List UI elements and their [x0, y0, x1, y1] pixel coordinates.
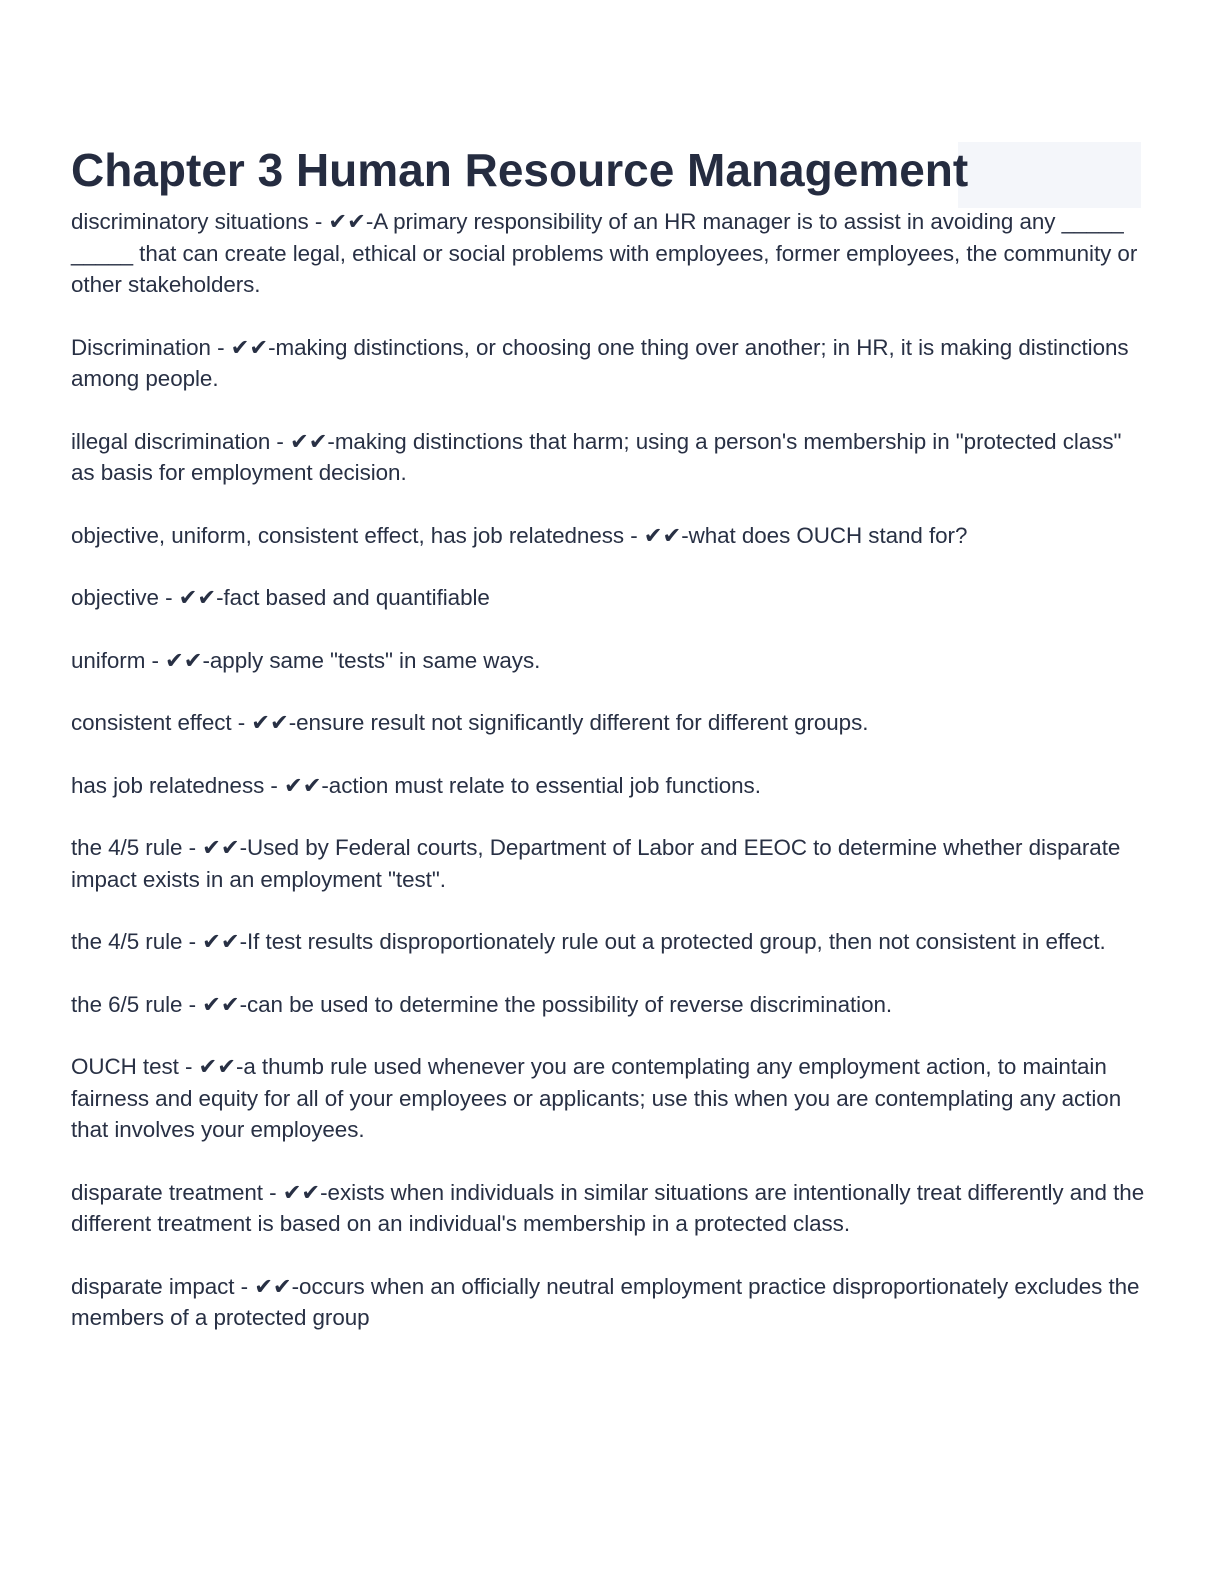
- flashcard-entry: disparate impact - ✔✔-occurs when an officially neutral employment practice disproportionately excludes the members of a protected group: [71, 1273, 1140, 1330]
- flashcard-entry: illegal discrimination - ✔✔-making distinctions that harm; using a person's membership in "protected class" as basis for employment decision.: [71, 428, 1122, 485]
- title-highlight-band: [958, 142, 1141, 208]
- flashcard-entry: disparate treatment - ✔✔-exists when individuals in similar situations are intentionally treat differently and the different treatment is based on an individual's membership in a protected class.: [71, 1179, 1145, 1236]
- flashcard-list: [71, 206, 1146, 1334]
- flashcard-entry: objective, uniform, consistent effect, has job relatedness - ✔✔-what does OUCH stand for?: [71, 522, 968, 548]
- flashcard-entry: OUCH test - ✔✔-a thumb rule used whenever you are contemplating any employment action, to maintain fairness and equity for all of your employees or applicants; use this when you are contemplating any action that involves your employees.: [71, 1054, 1122, 1142]
- flashcard-entry: the 6/5 rule - ✔✔-can be used to determine the possibility of reverse discrimination.: [71, 991, 893, 1017]
- flashcard-entry: the 4/5 rule - ✔✔-If test results disproportionately rule out a protected group, then not consistent in effect.: [71, 929, 1106, 954]
- flashcard-entry: discriminatory situations - ✔✔-A primary responsibility of an HR manager is to assist in avoiding any _____ _____ that can create legal, ethical or social problems with employees, former employees, the community or other stakeholders.: [71, 209, 1138, 297]
- flashcard-entry: the 4/5 rule - ✔✔-Used by Federal courts, Department of Labor and EEOC to determine whether disparate impact exists in an employment "test".: [71, 835, 1121, 892]
- flashcard-entry: has job relatedness - ✔✔-action must relate to essential job functions.: [71, 772, 761, 798]
- flashcard-entry: consistent effect - ✔✔-ensure result not significantly different for different groups.: [71, 710, 869, 735]
- flashcard-entry: objective - ✔✔-fact based and quantifiable: [71, 585, 490, 610]
- flashcard-entry: Discrimination - ✔✔-making distinctions, or choosing one thing over another; in HR, it is making distinctions among people.: [71, 334, 1129, 391]
- flashcard-entry: uniform - ✔✔-apply same "tests" in same ways.: [71, 647, 541, 673]
- page-title: Chapter 3 Human Resource Management: [71, 144, 969, 196]
